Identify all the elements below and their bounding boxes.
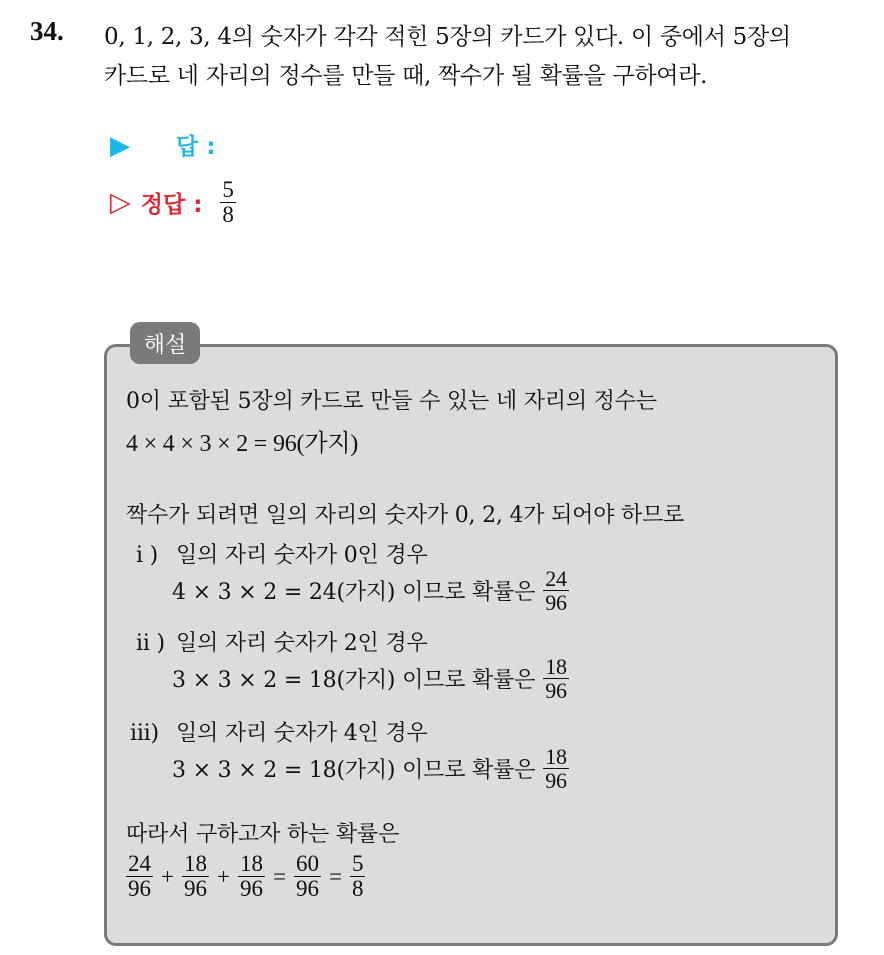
final-fraction [238,852,265,901]
solution-line2: 4 × 4 × 3 × 2 = 96(가지) [126,431,359,457]
operator: + [161,863,174,889]
case-row [136,538,428,569]
case-label: iii) [130,721,159,746]
final-fraction [294,852,321,901]
fraction-denominator: 96 [183,876,207,902]
case-expression: 4 × 3 × 2 = 24(가지) 이므로 확률은 [172,580,536,606]
fraction-numerator: 5 [222,177,234,202]
solution-line1: 0이 포함된 5장의 카드로 만들 수 있는 네 자리의 정수는 [126,389,657,414]
fraction-numerator: 18 [183,851,207,876]
operator: = [328,863,342,889]
case-description: 일의 자리 숫자가 4인 경우 [176,721,428,746]
fraction-denominator: 96 [239,876,263,902]
fraction-numerator: 60 [295,851,319,876]
solution-tab: 해설 [130,322,200,364]
fraction-denominator: 96 [128,876,151,902]
case-fraction [543,567,569,614]
correct-answer-fraction [220,178,236,227]
case-description: 일의 자리 숫자가 0인 경우 [176,543,428,568]
fraction-numerator: 18 [239,851,263,876]
fraction-numerator: 18 [545,744,567,769]
case-expression: 3 × 3 × 2 = 18(가지) 이므로 확률은 [172,668,536,694]
case-expression-row [172,655,569,702]
case-expression-row [172,567,569,614]
fraction-denominator: 96 [295,876,319,902]
case-expression: 3 × 3 × 2 = 18(가지) 이므로 확률은 [172,758,536,784]
fraction-numerator: 24 [128,851,151,876]
fraction-denominator: 96 [545,768,567,794]
answer-marker-icon: ▶ [110,131,130,161]
case-fraction [543,745,569,792]
operator: = [272,863,286,889]
fraction-denominator: 96 [545,590,567,616]
fraction-denominator: 96 [545,678,567,704]
final-fraction [126,852,153,901]
solution-line3: 짝수가 되려면 일의 자리의 숫자가 0, 2, 4가 되어야 하므로 [126,503,685,528]
fraction-denominator: 8 [351,876,364,902]
case-label: ii ) [136,631,165,656]
case-fraction [543,655,569,702]
case-row [130,716,428,747]
question-text-line2: 카드로 네 자리의 정수를 만들 때, 짝수가 될 확률을 구하여라. [104,63,708,89]
final-equation [126,852,365,901]
case-expression-row [172,745,569,792]
case-row [136,626,428,657]
correct-answer-row [110,178,236,227]
conclusion-line: 따라서 구하고자 하는 확률은 [126,822,400,847]
final-fraction [182,852,209,901]
question-text-line1: 0, 1, 2, 3, 4의 숫자가 각각 적힌 5장의 카드가 있다. 이 중에서 5장의 [104,24,791,50]
fraction-numerator: 5 [351,851,364,876]
correct-answer-label: 정답 : [140,192,203,219]
answer-row [110,128,215,161]
answer-label: 답 : [176,134,216,160]
correct-answer-marker-icon: ▷ [110,187,131,219]
fraction-denominator: 8 [222,202,234,228]
fraction-numerator: 18 [545,654,567,679]
case-description: 일의 자리 숫자가 2인 경우 [176,631,428,656]
question-number: 34. [30,16,64,46]
operator: + [216,863,230,889]
fraction-numerator: 24 [545,566,567,591]
case-label: i ) [136,543,159,568]
final-fraction [350,852,366,901]
